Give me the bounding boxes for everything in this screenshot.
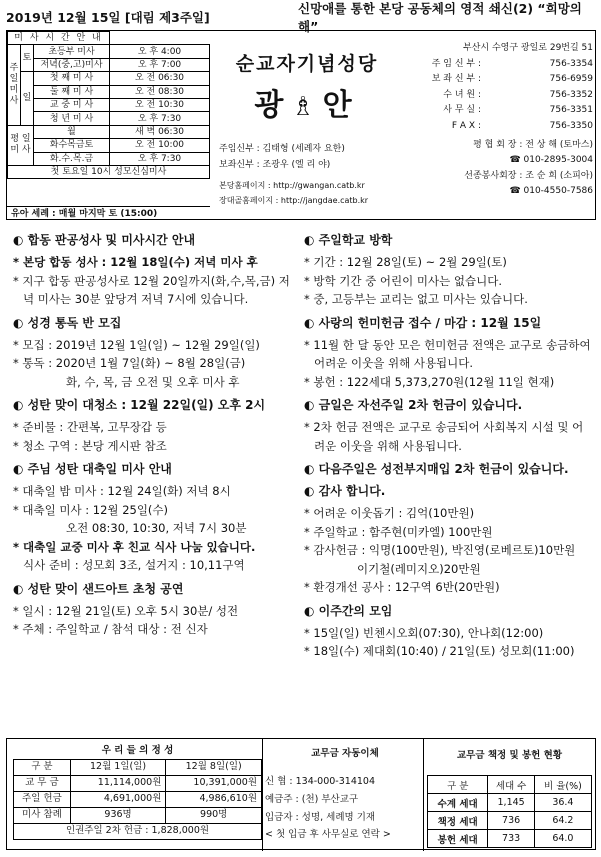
stats-value: 10,391,000원 — [166, 775, 262, 791]
mass-name: 저녁(중,고)미사 — [34, 58, 110, 71]
notice-item: * 감사헌금 : 익명(100만원), 박진영(로베르토)10만원 — [304, 543, 576, 557]
mass-time: 오 후 7:30 — [110, 112, 210, 125]
contact-phone: 756-3352 — [549, 89, 593, 100]
website-url[interactable]: http://jangdae.catb.kr — [280, 196, 369, 205]
notice-section — [13, 397, 297, 455]
mass-time: 오 후 7:00 — [110, 58, 210, 71]
weekday-mass-category: 평 일 미 사 — [8, 125, 34, 165]
website-url[interactable]: http://gwangan.catb.kr — [273, 181, 365, 190]
account-line: 신 협 : 134-000-314104 — [265, 776, 376, 787]
tithe-status-title: 교무금 책정 및 봉헌 현황 — [457, 750, 562, 761]
notice-item: * 봉헌 : 122세대 5,373,270원(12월 11일 현재) — [304, 374, 555, 389]
notice-title: ◐ 감사 합니다. — [304, 484, 386, 498]
notice-title: ◐ 주님 성탄 대축일 미사 안내 — [13, 462, 172, 476]
parish-name-second: 안 — [322, 88, 360, 123]
mass-name: 첫 째 미 사 — [34, 72, 110, 85]
contact-label: 수 녀 원 : — [443, 89, 481, 100]
priest-label: 보좌신부 : — [219, 160, 260, 170]
notice-item: * 기간 : 12월 28일(토) ~ 2월 29일(토) — [304, 255, 507, 269]
masthead — [6, 30, 596, 220]
stats-header: 12월 8일(일) — [166, 759, 262, 775]
notice-section — [13, 315, 297, 392]
bulletin-footer — [6, 738, 596, 850]
auto-transfer-title: 교무금 자동이체 — [311, 748, 379, 759]
tithe-value: 64.0 — [534, 830, 591, 848]
mass-time: 오 후 4:00 — [110, 45, 210, 58]
stats-value: 4,986,610원 — [166, 791, 262, 807]
notice-item: * 2차 헌금 전액은 교구로 송금되어 사회복지 시설 및 어려운 이웃을 위해 사용됩니다. — [304, 420, 584, 453]
contact-phone: 756-3351 — [549, 105, 593, 116]
cross-emblem-icon: ♗ — [291, 92, 323, 122]
priest-row — [219, 141, 345, 157]
mass-schedule-table — [7, 31, 210, 179]
notice-item: 오전 08:30, 10:30, 저녁 7시 30분 — [66, 521, 247, 535]
second-collection-total: 인권주일 2차 헌금 : 1,828,000원 — [14, 823, 262, 839]
stats-value: 936명 — [70, 807, 166, 823]
tithe-value: 733 — [488, 830, 534, 848]
mass-time: 오 전 08:30 — [110, 85, 210, 98]
mass-time: 오 전 10:00 — [110, 139, 210, 152]
mass-name: 화.수.목.금 — [34, 152, 110, 165]
saturday-label: 토 — [21, 45, 34, 72]
priest-list — [219, 141, 345, 173]
left-notice-column — [13, 232, 297, 645]
mass-name: 초등부 미사 — [34, 45, 110, 58]
website-label: 본당홈페이지 : — [219, 181, 271, 190]
contact-list — [413, 41, 593, 200]
contact-label: 사 무 실 : — [443, 105, 481, 116]
stats-value: 990명 — [166, 807, 262, 823]
contact-phone: 756-6959 — [549, 74, 593, 85]
notice-item: * 방학 기간 중 어린이 미사는 없습니다. — [304, 273, 502, 288]
contact-row — [413, 103, 593, 119]
contact-label: 주 임 신 부 : — [431, 58, 481, 69]
notice-section — [304, 397, 594, 455]
parish-name-first: 광 — [254, 88, 292, 123]
notice-item: 화, 수, 목, 금 오전 및 오후 미사 후 — [66, 374, 240, 389]
notice-section — [13, 232, 297, 309]
notice-section — [304, 315, 594, 392]
bulletin-header — [6, 1, 596, 34]
tithe-value: 736 — [488, 812, 534, 830]
parish-logo — [217, 49, 397, 124]
notice-title: ◐ 주일학교 방학 — [304, 233, 393, 247]
priest-row — [219, 157, 345, 173]
notice-section — [13, 581, 297, 639]
parish-name — [217, 80, 397, 124]
tithe-label: 봉헌 세대 — [428, 830, 488, 848]
bulletin-date: 2019년 12월 15일 [대림 제3주일] — [6, 10, 210, 25]
website-label: 장대골홈페이지 : — [219, 196, 279, 205]
notice-item: * 15일(일) 빈첸시오회(07:30), 안나회(12:00) — [304, 625, 544, 640]
council-president: 평 협 회 장 : 전 상 해 (토마스) — [473, 139, 593, 150]
notice-title: ◐ 성탄 맞이 샌드아트 초청 공연 — [13, 581, 184, 596]
tithe-value: 64.2 — [534, 812, 591, 830]
tithe-status — [427, 743, 592, 848]
notice-title: ◐ 다음주일은 성전부지매입 2차 헌금이 있습니다. — [304, 462, 569, 476]
notice-item: * 청소 구역 : 본당 게시판 참조 — [13, 438, 167, 453]
sunday-label: 일 — [21, 72, 34, 126]
council-president-phone: ☎ 010-2895-3004 — [509, 155, 593, 166]
notice-title: ◐ 성경 통독 반 모집 — [13, 315, 122, 330]
notice-item: * 모집 : 2019년 12월 1일(일) ~ 12월 29일(일) — [13, 337, 260, 352]
notice-item: * 대축일 밤 미사 : 12월 24일(화) 저녁 8시 — [13, 484, 231, 498]
contact-row — [413, 72, 593, 88]
funeral-service-president: 선종봉사회장 : 조 순 희 (소피아) — [464, 170, 593, 181]
notice-item: * 지구 합동 판공성사로 12월 20일까지(화,수,목,금) 저녁 미사는 30분 앞당겨 저녁 7시에 있습니다. — [13, 273, 290, 306]
notice-section — [304, 483, 594, 597]
notice-item: * 통독 : 2020년 1월 7일(화) ~ 8월 28일(금) — [13, 356, 246, 370]
account-line: 입금자 : 성명, 세례명 기재 — [265, 812, 376, 823]
stats-label: 주일 헌금 — [14, 791, 71, 807]
notice-title: ◐ 사랑의 헌미헌금 접수 / 마감 : 12월 15일 — [304, 315, 542, 330]
mass-name: 청 년 미 사 — [34, 112, 110, 125]
account-line: 예금주 : (천) 부산교구 — [265, 794, 359, 805]
first-saturday-mass: 첫 토요일 10시 성모신심미사 — [8, 165, 210, 178]
notice-item: * 환경개선 공사 : 12구역 6반(20만원) — [304, 580, 500, 594]
notice-item: * 주일학교 : 함주현(미카엘) 100만원 — [304, 524, 493, 539]
stats-label: 미사 참례 — [14, 807, 71, 823]
notice-section — [304, 603, 594, 661]
notice-section — [304, 232, 594, 309]
priest-label: 주임신부 : — [219, 144, 260, 154]
priest-value: 김태형 (세례자 요한) — [262, 144, 345, 154]
contact-label: F A X : — [451, 120, 481, 131]
notice-item: * 준비물 : 간편복, 고무장갑 등 — [13, 420, 167, 434]
tithe-value: 1,145 — [488, 794, 534, 812]
stats-value: 11,114,000원 — [70, 775, 166, 791]
auto-transfer-info — [265, 745, 425, 843]
notice-item: * 일시 : 12월 21일(토) 오후 5시 30분/ 성전 — [13, 603, 239, 618]
notice-item: 이기철(레미지오)20만원 — [357, 561, 481, 576]
account-note: < 첫 입금 후 사무실로 연락 > — [265, 829, 391, 840]
contact-label: 보 좌 신 부 : — [431, 74, 481, 85]
divider — [423, 739, 424, 851]
notice-item: * 18일(수) 제대회(10:40) / 21일(토) 성모회(11:00) — [304, 644, 575, 658]
stats-value: 4,691,000원 — [70, 791, 166, 807]
sunday-mass-category: 주 일 미 사 — [8, 45, 21, 125]
tithe-label: 수계 세대 — [428, 794, 488, 812]
mass-time: 오 전 10:30 — [110, 98, 210, 111]
mass-name: 월 — [34, 125, 110, 138]
notice-item: * 본당 합동 성사 : 12월 18일(수) 저녁 미사 후 — [13, 255, 258, 269]
tithe-header: 비 율(%) — [534, 776, 591, 794]
notice-title: ◐ 금일은 자선주일 2차 헌금이 있습니다. — [304, 398, 523, 412]
notice-title: ◐ 이주간의 모임 — [304, 603, 393, 618]
offering-stats-table — [13, 743, 262, 840]
mass-name: 화수목금토 — [34, 139, 110, 152]
stats-header: 12월 1일(일) — [70, 759, 166, 775]
notice-item: * 중, 고등부는 교리는 없고 미사는 있습니다. — [304, 292, 528, 306]
notice-item: * 어려운 이웃돕기 : 김억(10만원) — [304, 506, 475, 520]
contact-row — [413, 119, 593, 135]
priest-value: 조광우 (엘 리 야) — [262, 160, 331, 170]
tithe-status-table — [427, 775, 592, 848]
notice-item: * 대축일 미사 : 12월 25일(수) — [13, 502, 169, 517]
stats-header: 구 분 — [14, 759, 71, 775]
notice-item: 식사 준비 : 성모회 3조, 설거지 : 10,11구역 — [23, 558, 245, 572]
contact-fax: 756-3350 — [549, 120, 593, 131]
mass-time: 오 전 06:30 — [110, 72, 210, 85]
tithe-header: 구 분 — [428, 776, 488, 794]
stats-label: 교 무 금 — [14, 775, 71, 791]
bulletin-motto: 신망애를 통한 본당 공동체의 영적 쇄신(2) “희망의 해” — [298, 1, 582, 34]
notice-title: ◐ 합동 판공성사 및 미사시간 안내 — [13, 233, 196, 247]
notice-section — [13, 461, 297, 575]
notice-item: * 11월 한 달 동안 모은 헌미헌금 전액은 교구로 송금하여 어려운 이웃을 위해 사용됩니다. — [304, 337, 591, 370]
mass-name: 둘 째 미 사 — [34, 85, 110, 98]
website-list — [219, 178, 368, 208]
right-notice-column — [304, 232, 594, 667]
mass-schedule-title: 미 사 시 간 안 내 — [8, 32, 110, 45]
parish-address: 부산시 수영구 광일로 29번길 51 — [463, 43, 593, 53]
mass-time: 새 벽 06:30 — [110, 125, 210, 138]
contact-phone: 756-3354 — [549, 58, 593, 69]
contact-row — [413, 57, 593, 73]
notice-item: * 대축일 교중 미사 후 친교 식사 나눔 있습니다. — [13, 539, 256, 554]
divider — [262, 739, 263, 851]
infant-baptism-note: 유아 세례 : 매월 마지막 토 (15:00) — [7, 206, 210, 221]
mass-name: 교 중 미 사 — [34, 98, 110, 111]
tithe-header: 세대 수 — [488, 776, 534, 794]
offering-stats-title: 우 리 들 의 정 성 — [101, 744, 174, 756]
notice-title: ◐ 성탄 맞이 대청소 : 12월 22일(일) 오후 2시 — [13, 398, 266, 412]
funeral-service-phone: ☎ 010-4550-7586 — [509, 186, 593, 197]
website-row — [219, 178, 368, 193]
notice-section — [304, 461, 594, 477]
mass-time: 오 후 7:30 — [110, 152, 210, 165]
website-row — [219, 193, 368, 208]
tithe-label: 책정 세대 — [428, 812, 488, 830]
contact-row — [413, 88, 593, 104]
notice-item: * 주체 : 주일학교 / 참석 대상 : 전 신자 — [13, 622, 208, 636]
parish-subtitle: 순교자기념성당 — [235, 53, 379, 75]
tithe-value: 36.4 — [534, 794, 591, 812]
